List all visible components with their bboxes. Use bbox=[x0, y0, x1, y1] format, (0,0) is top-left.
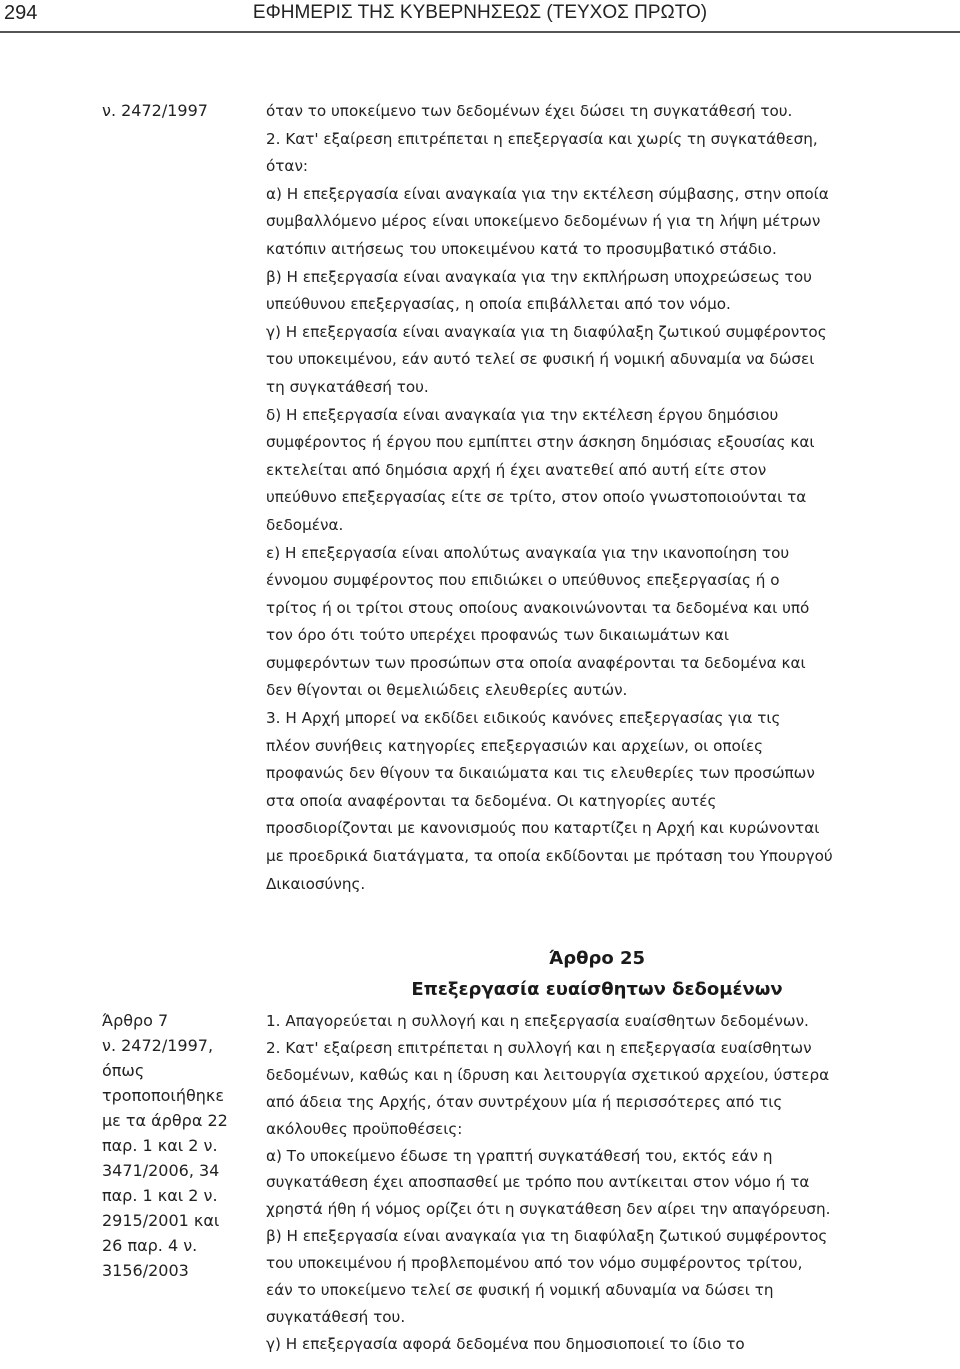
text-line: με προεδρικά διατάγματα, τα οποία εκδίδονται με πρόταση του Υπουργού bbox=[266, 847, 833, 866]
text-line: γ) Η επεξεργασία αφορά δεδομένα που δημοσιοποιεί το ίδιο το bbox=[266, 1334, 745, 1353]
text-line: από άδεια της Αρχής, όταν συντρέχουν μία ή περισσότερες από τις bbox=[266, 1092, 783, 1111]
margin-note-line: τροποποιήθηκε bbox=[102, 1086, 224, 1105]
margin-note-line: ν. 2472/1997, bbox=[102, 1036, 214, 1055]
text-line: συγκατάθεσή του. bbox=[266, 1307, 406, 1326]
margin-note-law: ν. 2472/1997 bbox=[102, 101, 208, 120]
text-line: συμφέροντος ή έργου που εμπίπτει στην άσκηση δημόσιας εξουσίας και bbox=[266, 433, 815, 452]
text-line: β) Η επεξεργασία είναι αναγκαία για τη διαφύλαξη ζωτικού συμφέροντος bbox=[266, 1227, 828, 1246]
journal-title: ΕΦΗΜΕΡΙΣ ΤΗΣ ΚΥΒΕΡΝΗΣΕΩΣ (ΤΕΥΧΟΣ ΠΡΩΤΟ) bbox=[252, 2, 708, 23]
page-header bbox=[0, 0, 960, 33]
margin-note-line: παρ. 1 και 2 ν. bbox=[102, 1136, 218, 1155]
margin-note-line: 3471/2006, 34 bbox=[102, 1161, 220, 1180]
text-line: 3. Η Αρχή μπορεί να εκδίδει ειδικούς κανόνες επεξεργασίας για τις bbox=[266, 709, 781, 728]
text-line: ακόλουθες προϋποθέσεις: bbox=[266, 1119, 463, 1138]
text-line: όταν: bbox=[266, 157, 309, 176]
article-title: Επεξεργασία ευαίσθητων δεδομένων bbox=[411, 979, 783, 1000]
text-line: προσδιορίζονται με κανονισμούς που καταρτίζει η Αρχή και κυρώνονται bbox=[266, 819, 820, 838]
text-line: υπεύθυνο επεξεργασίας είτε σε τρίτο, στον οποίο γνωστοποιούνται τα bbox=[266, 488, 807, 507]
text-line: ε) Η επεξεργασία είναι απολύτως αναγκαία για την ικανοποίηση του bbox=[266, 543, 790, 562]
margin-note-line: παρ. 1 και 2 ν. bbox=[102, 1186, 218, 1205]
text-line: του υποκειμένου, εάν αυτό τελεί σε φυσική ή νομική αδυναμία να δώσει bbox=[266, 350, 815, 369]
text-line: πλέον συνήθεις κατηγορίες επεξεργασιών και αρχείων, οι οποίες bbox=[266, 736, 764, 755]
article-body-section-1 bbox=[266, 98, 928, 898]
article-heading bbox=[266, 944, 928, 1006]
text-line: 2. Κατ' εξαίρεση επιτρέπεται η επεξεργασία και χωρίς τη συγκατάθεση, bbox=[266, 129, 818, 148]
text-line: γ) Η επεξεργασία είναι αναγκαία για τη διαφύλαξη ζωτικού συμφέροντος bbox=[266, 322, 827, 341]
text-line: τρίτος ή οι τρίτοι στους οποίους ανακοινώνονται τα δεδομένα και υπό bbox=[266, 598, 810, 617]
text-line: στα οποία αναφέρονται τα δεδομένα. Οι κατηγορίες αυτές bbox=[266, 791, 717, 810]
text-line: του υποκειμένου ή προβλεπομένου από τον νόμο συμφέροντος τρίτου, bbox=[266, 1254, 803, 1273]
page-number: 294 bbox=[4, 2, 38, 24]
margin-note-line: 2915/2001 και bbox=[102, 1211, 220, 1230]
margin-note-amendments bbox=[102, 1008, 252, 1283]
text-line: α) Η επεξεργασία είναι αναγκαία για την εκτέλεση σύμβασης, στην οποία bbox=[266, 184, 829, 203]
margin-note-line: όπως bbox=[102, 1061, 145, 1080]
text-line: δεδομένα. bbox=[266, 515, 344, 534]
text-line: α) Το υποκείμενο έδωσε τη γραπτή συγκατάθεσή του, εκτός εάν η bbox=[266, 1146, 773, 1165]
margin-note-line: Άρθρο 7 bbox=[102, 1011, 169, 1030]
text-line: τη συγκατάθεσή του. bbox=[266, 377, 429, 396]
margin-note-line: με τα άρθρα 22 bbox=[102, 1111, 228, 1130]
article-number: Άρθρο 25 bbox=[548, 948, 646, 969]
text-line: δ) Η επεξεργασία είναι αναγκαία για την εκτέλεση έργου δημόσιου bbox=[266, 405, 779, 424]
text-line: δεδομένων, καθώς και η ίδρυση και λειτουργία σχετικού αρχείου, ύστερα bbox=[266, 1065, 830, 1084]
text-line: εκτελείται από δημόσια αρχή ή έχει ανατεθεί από αυτή είτε στον bbox=[266, 460, 767, 479]
text-line: κατόπιν αιτήσεως του υποκειμένου κατά το προσυμβατικό στάδιο. bbox=[266, 239, 777, 258]
text-line: προφανώς δεν θίγουν τα δικαιώματα και τις ελευθερίες των προσώπων bbox=[266, 764, 815, 783]
text-line: υπεύθυνου επεξεργασίας, η οποία επιβάλλεται από τον νόμο. bbox=[266, 295, 731, 314]
text-line: Δικαιοσύνης. bbox=[266, 874, 366, 893]
margin-note-line: 3156/2003 bbox=[102, 1261, 189, 1280]
text-line: εάν το υποκείμενο τελεί σε φυσική ή νομική αδυναμία να δώσει τη bbox=[266, 1281, 774, 1300]
text-line: τον όρο ότι τούτο υπερέχει προφανώς των δικαιωμάτων και bbox=[266, 626, 730, 645]
text-line: χρηστά ήθη ή νόμος ορίζει ότι η συγκατάθεση δεν αίρει την απαγόρευση. bbox=[266, 1200, 831, 1219]
text-line: συμφερόντων των προσώπων στα οποία αναφέρονται τα δεδομένα και bbox=[266, 653, 806, 672]
margin-note-line: 26 παρ. 4 ν. bbox=[102, 1236, 198, 1255]
text-line: β) Η επεξεργασία είναι αναγκαία για την εκπλήρωση υποχρεώσεως του bbox=[266, 267, 812, 286]
text-line: δεν θίγονται οι θεμελιώδεις ελευθερίες αυτών. bbox=[266, 681, 628, 700]
text-line: συγκατάθεση έχει αποσπασθεί με τρόπο που αντίκειται στον νόμο ή τα bbox=[266, 1173, 810, 1192]
text-line: έννομου συμφέροντος που επιδιώκει ο υπεύθυνος επεξεργασίας ή ο bbox=[266, 571, 780, 590]
text-line: 2. Κατ' εξαίρεση επιτρέπεται η συλλογή και η επεξεργασία ευαίσθητων bbox=[266, 1038, 812, 1057]
article-body-section-2 bbox=[266, 1008, 928, 1358]
text-line: συμβαλλόμενο μέρος είναι υποκείμενο δεδομένων ή για τη λήψη μέτρων bbox=[266, 212, 821, 231]
text-line: όταν το υποκείμενο των δεδομένων έχει δώσει τη συγκατάθεσή του. bbox=[266, 102, 793, 120]
text-line: 1. Απαγορεύεται η συλλογή και η επεξεργασία ευαίσθητων δεδομένων. bbox=[266, 1012, 809, 1030]
